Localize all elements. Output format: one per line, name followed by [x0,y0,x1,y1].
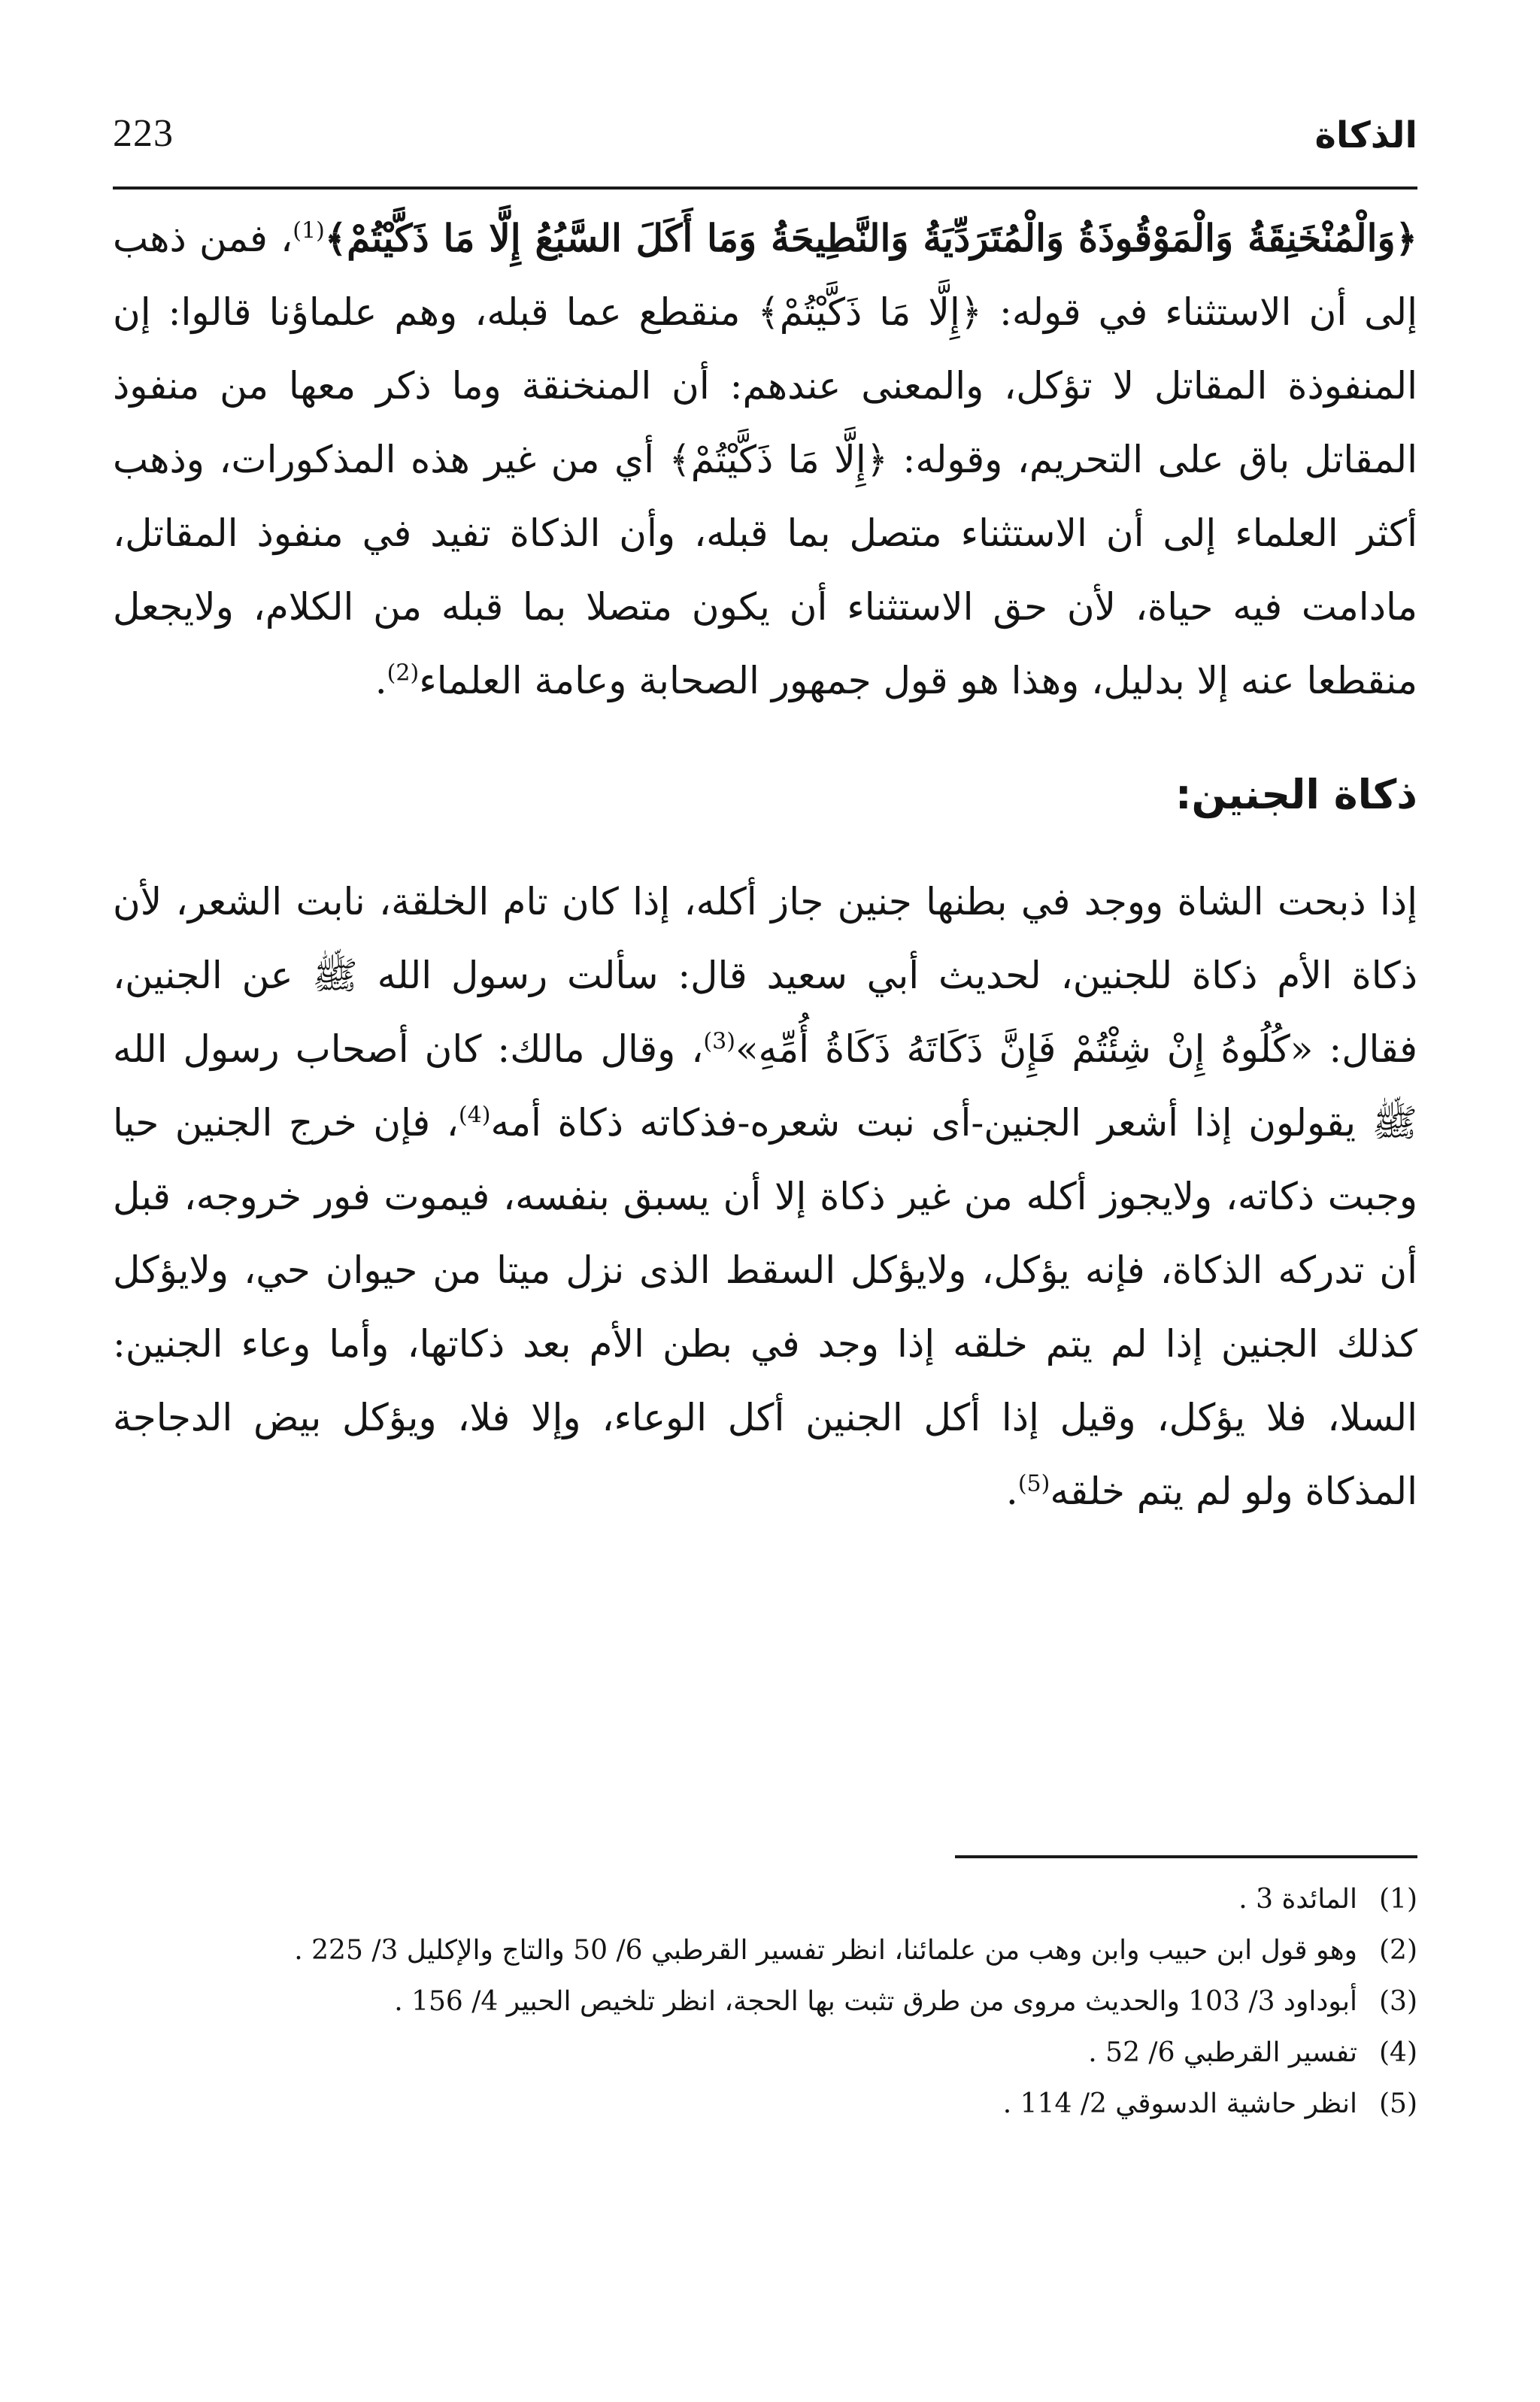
footnote-ref-1: (1) [293,217,325,244]
footnote-item [113,1927,1417,1974]
footnote-text: وهو قول ابن حبيب وابن وهب من علمائنا، انظر تفسير القرطبي 6/ 50 والتاج والإكليل 3/ 225 . [294,1935,1357,1966]
page-header [113,111,1417,179]
running-title: الذكاة [1314,114,1417,156]
paragraph-1-text: ، فمن ذهب إلى أن الاستثناء في قوله: ﴿إِلَّا مَا ذَكَّيْتُمْ﴾ منقطع عما قبله، وهم علماؤنا قالوا: إن المنفوذة المقاتل لا تؤكل، والمعنى عندهم: أن المنخنقة وما ذكر معها من منفوذ المقاتل باق على التحريم، وقوله: ﴿إِلَّا مَا ذَكَّيْتُمْ﴾ أي من غير هذه المذكورات، وذهب أكثر العلماء إلى أن الاستثناء متصل بما قبله، وأن الذكاة تفيد في منفوذ المقاتل، مادامت فيه حياة، لأن حق الاستثناء أن يكون متصلا بما قبله من الكلام، ولايجعل منقطعا عنه إلا بدليل، وهذا هو قول جمهور الصحابة وعامة العلماء [113,217,1417,702]
footnote-ref-4: (4) [458,1102,491,1129]
footnote-number: (1) [1379,1884,1417,1915]
paragraph-1-end: . [374,659,387,702]
page-number: 223 [113,112,174,155]
footnote-item [113,2081,1417,2128]
footnote-item [113,1979,1417,2025]
footnote-number: (4) [1379,2037,1417,2068]
footnote-text: انظر حاشية الدسوقي 2/ 114 . [1002,2088,1357,2119]
footnote-text: تفسير القرطبي 6/ 52 . [1088,2037,1357,2068]
footnote-number: (2) [1379,1935,1417,1966]
footnote-number: (5) [1379,2088,1417,2119]
paragraph-2 [113,865,1417,1528]
footnote-item [113,2030,1417,2076]
footnote-number: (3) [1379,1986,1417,2017]
footnote-ref-5: (5) [1017,1470,1050,1497]
footnote-ref-3: (3) [703,1028,735,1055]
section-heading: ذكاة الجنين: [1175,771,1417,818]
footnote-item [113,1876,1417,1923]
header-rule [113,187,1417,190]
paragraph-2-end: . [1005,1469,1018,1513]
footnote-text: أبوداود 3/ 103 والحديث مروى من طرق تثبت بها الحجة، انظر تلخيص الحبير 4/ 156 . [394,1986,1357,2017]
quran-verse: ﴿وَالْمُنْخَنِقَةُ وَالْمَوْقُوذَةُ وَالْمُتَرَدِّيَةُ وَالنَّطِيحَةُ وَمَا أَكَلَ السَّبُعُ إِلَّا مَا ذَكَّيْتُمْ﴾ [324,216,1417,260]
main-text [113,202,1417,1528]
footnote-ref-2: (2) [387,660,420,687]
paragraph-1 [113,202,1417,717]
paragraph-2-text-a: إذا ذبحت الشاة ووجد في بطنها جنين جاز أكله، إذا كان تام الخلقة، نابت الشعر، لأن ذكاة الأم ذكاة للجنين، لحديث أبي سعيد قال: سألت رسول الله ﷺ عن الجنين، فقال: «كُلُوهُ إِنْ شِئْتُمْ فَإِنَّ ذَكَاتَهُ ذَكَاةُ أُمِّهِ» [113,880,1417,1071]
footnotes [113,1876,1417,2132]
footnote-rule [955,1855,1417,1858]
paragraph-2-text-c: ، فإن خرج الجنين حيا وجبت ذكاته، ولايجوز أكله من غير ذكاة إلا أن يسبق بنفسه، فيموت فور خروجه، قبل أن تدركه الذكاة، فإنه يؤكل، ولايؤكل السقط الذى نزل ميتا من حيوان حي، ولايؤكل كذلك الجنين إذا لم يتم خلقه إذا وجد في بطن الأم بعد ذكاتها، وأما وعاء الجنين: السلا، فلا يؤكل، وقيل إذا أكل الجنين أكل الوعاء، وإلا فلا، ويؤكل بيض الدجاجة المذكاة ولو لم يتم خلقه [113,1101,1417,1513]
footnote-text: المائدة 3 . [1238,1884,1357,1915]
paragraph-2-text-b: ، وقال مالك: كان أصحاب رسول الله ﷺ يقولون إذا أشعر الجنين-أى نبت شعره-فذكاته ذكاة أمه [113,1027,1417,1145]
